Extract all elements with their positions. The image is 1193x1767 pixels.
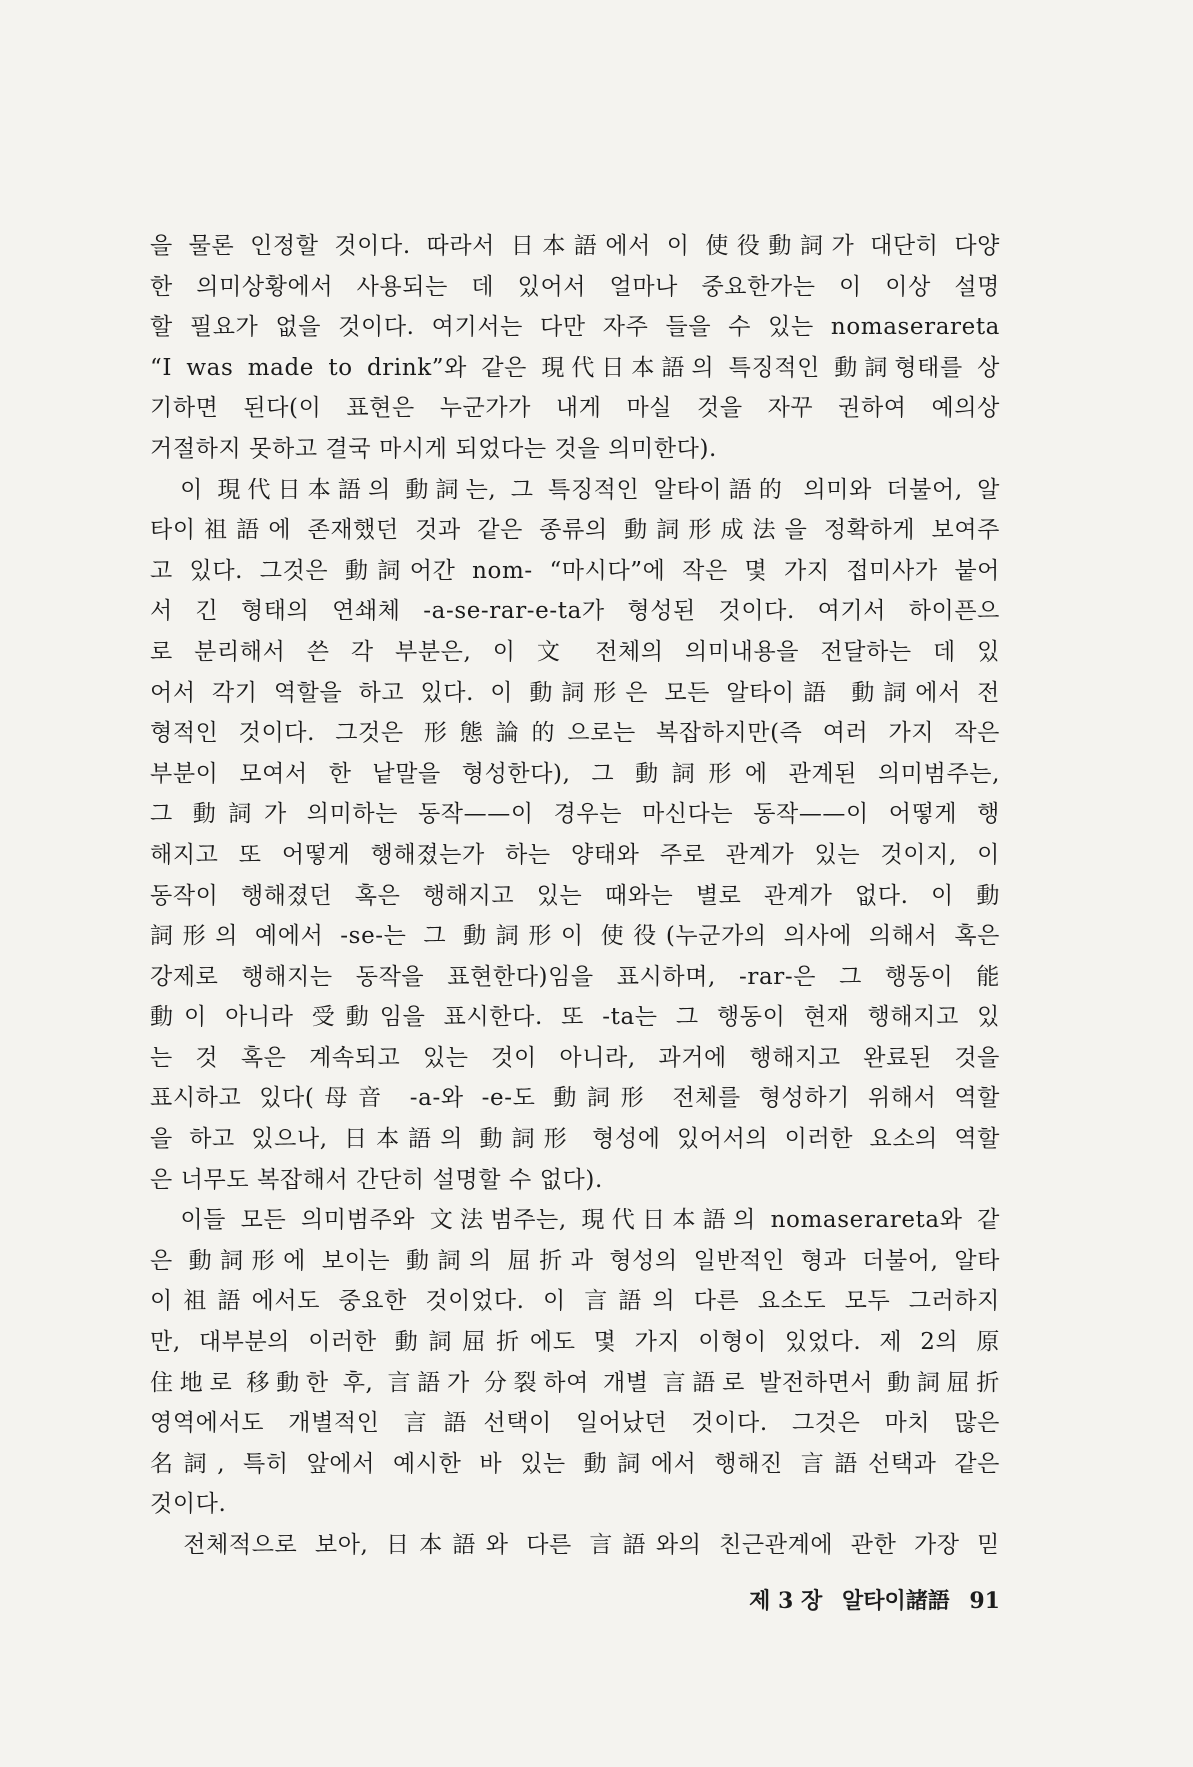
- text-line: 그 動詞가 의미하는 동작——이 경우는 마신다는 동작——이 어떻게 행: [150, 801, 1000, 828]
- text-line: 을 물론 인정할 것이다. 따라서 日本語에서 이 使役動詞가 대단히 다양: [150, 233, 1000, 259]
- text-line: 는 것 혹은 계속되고 있는 것이 아니라, 과거에 행해지고 완료된 것을: [150, 1044, 1000, 1071]
- text-line: 로 분리해서 쓴 각 부분은, 이 文 전체의 의미내용을 전달하는 데 있: [150, 638, 1000, 665]
- text-line: 기하면 된다(이 표현은 누군가가 내게 마실 것을 자꾸 권하여 예의상: [150, 395, 1000, 422]
- text-line: 할 필요가 없을 것이다. 여기서는 다만 자주 들을 수 있는 nomaserareta: [150, 314, 1000, 341]
- text-line: 은 動詞形에 보이는 動詞의 屈折과 형성의 일반적인 형과 더불어, 알타: [150, 1247, 1000, 1274]
- text-line: 한 의미상황에서 사용되는 데 있어서 얼마나 중요한가는 이 이상 설명: [150, 273, 1000, 300]
- text-line: 고 있다. 그것은 動詞어간 nom- “마시다”에 작은 몇 가지 접미사가 붙어: [150, 557, 1000, 584]
- text-line: 만, 대부분의 이러한 動詞屈折에도 몇 가지 이형이 있었다. 제 2의 原: [150, 1329, 1000, 1356]
- page-number: 91: [969, 1588, 1000, 1614]
- text-line: 서 긴 형태의 연쇄체 -a-se-rar-e-ta가 형성된 것이다. 여기서 하이픈으: [150, 598, 1000, 625]
- text-line: 을 하고 있으나, 日本語의 動詞形 형성에 있어서의 이러한 요소의 역할: [150, 1126, 1000, 1153]
- footer-chapter: 제 3 장: [749, 1588, 823, 1614]
- text-line: 타이祖語에 존재했던 것과 같은 종류의 動詞形成法을 정확하게 보여주: [150, 517, 1000, 544]
- body-text: [150, 226, 1000, 1566]
- text-line: 부분이 모여서 한 낱말을 형성한다), 그 動詞形에 관계된 의미범주는,: [150, 760, 1000, 787]
- text-line: 해지고 또 어떻게 행해졌는가 하는 양태와 주로 관계가 있는 것이지, 이: [150, 841, 1000, 868]
- text-line: 詞形의 예에서 -se-는 그 動詞形이 使役(누군가의 의사에 의해서 혹은: [150, 923, 1000, 950]
- text-line: 住地로 移動한 후, 言語가 分裂하여 개별 言語로 발전하면서 動詞屈折: [150, 1369, 1000, 1396]
- text-line: 動이 아니라 受動임을 표시한다. 또 -ta는 그 행동이 현재 행해지고 있: [150, 1004, 1000, 1031]
- text-line: 名詞, 특히 앞에서 예시한 바 있는 動詞에서 행해진 言語선택과 같은: [150, 1450, 1000, 1477]
- text-line: 이들 모든 의미범주와 文法범주는, 現代日本語의 nomaserareta와 같: [150, 1207, 1000, 1234]
- text-line: 거절하지 못하고 결국 마시게 되었다는 것을 의미한다).: [150, 435, 717, 462]
- text-line: 영역에서도 개별적인 言語선택이 일어났던 것이다. 그것은 마치 많은: [150, 1410, 1000, 1437]
- text-line: 표시하고 있다(母音 -a-와 -e-도 動詞形 전체를 형성하기 위해서 역할: [150, 1085, 1000, 1112]
- text-line: 동작이 행해졌던 혹은 행해지고 있는 때와는 별로 관계가 없다. 이 動: [150, 882, 1000, 909]
- text-line: 강제로 행해지는 동작을 표현한다)임을 표시하며, -rar-은 그 행동이 能: [150, 963, 1000, 990]
- text-line: 것이다.: [150, 1491, 227, 1518]
- text-line: “I was made to drink”와 같은 現代日本語의 특징적인 動詞형태를 상: [150, 354, 1000, 381]
- text-line: 이祖語에서도 중요한 것이었다. 이 言語의 다른 요소도 모두 그러하지: [150, 1288, 1000, 1315]
- running-footer: [640, 1584, 1000, 1620]
- text-line: 은 너무도 복잡해서 간단히 설명할 수 없다).: [150, 1166, 603, 1193]
- text-line: 전체적으로 보아, 日本語와 다른 言語와의 친근관계에 관한 가장 믿: [150, 1532, 1000, 1558]
- text-line: 이 現代日本語의 動詞는, 그 특징적인 알타이語的 의미와 더불어, 알: [150, 476, 1000, 503]
- text-line: 형적인 것이다. 그것은 形態論的으로는 복잡하지만(즉 여러 가지 작은: [150, 720, 1000, 747]
- footer-title: 알타이諸語: [841, 1588, 950, 1614]
- text-line: 어서 각기 역할을 하고 있다. 이 動詞形은 모든 알타이語 動詞에서 전: [150, 679, 1000, 706]
